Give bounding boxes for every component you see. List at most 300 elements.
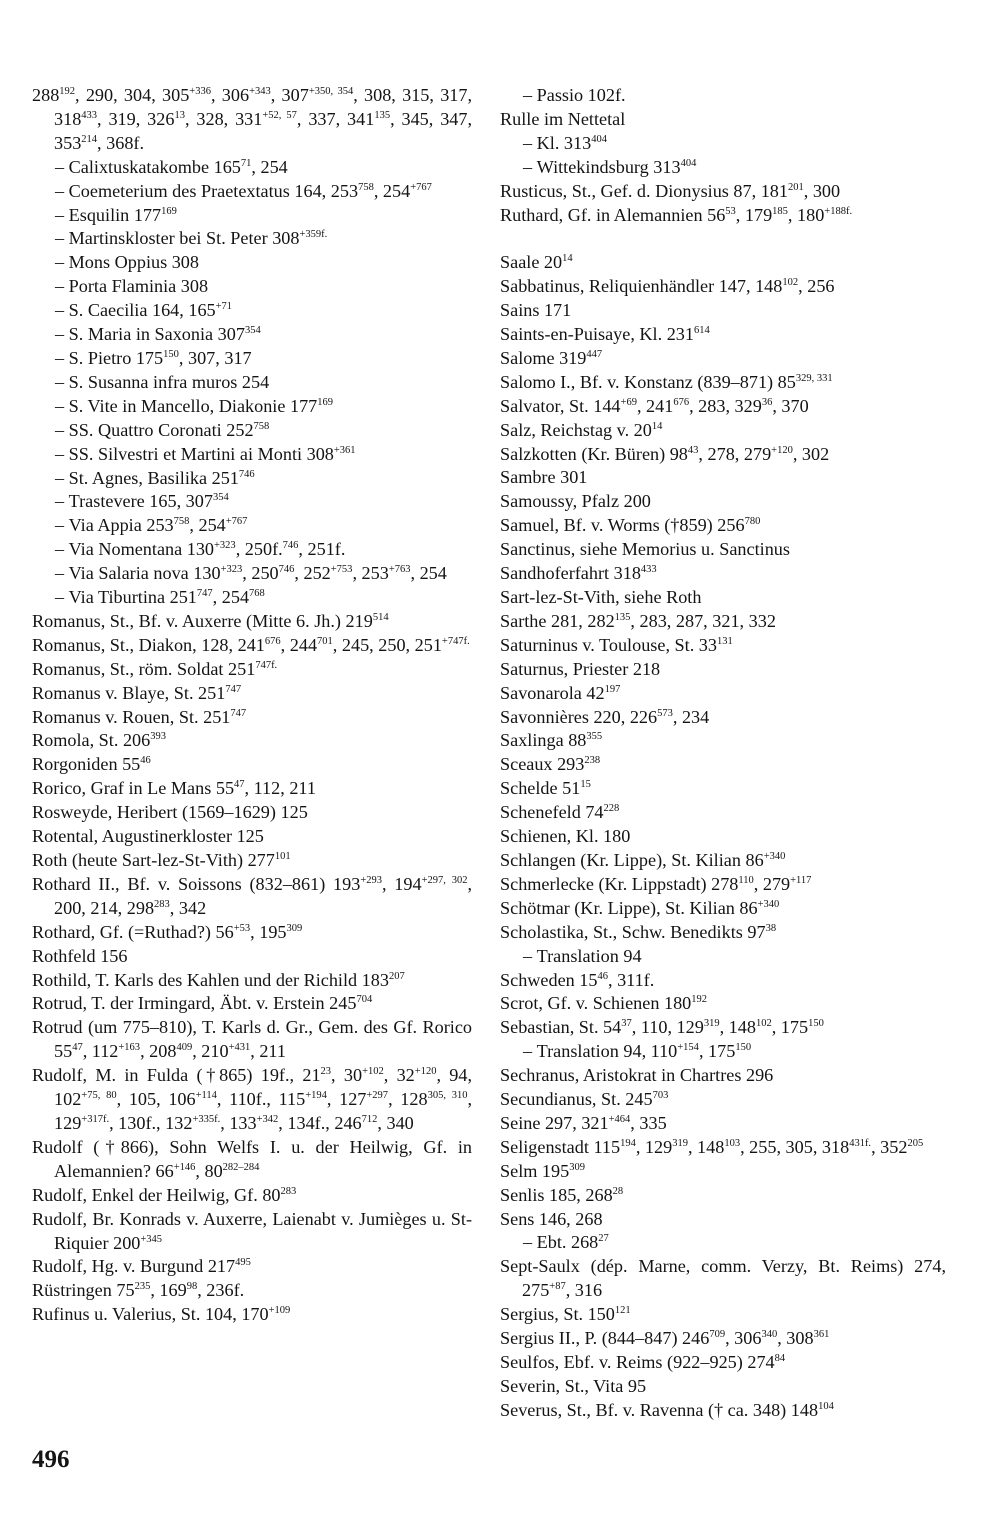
entry-text: Sanctinus, siehe Memorius u. Sanctinus <box>500 539 790 560</box>
footnote-ref: 214 <box>81 133 98 145</box>
footnote-ref: +763 <box>388 564 411 576</box>
index-entry <box>500 419 946 443</box>
footnote-ref: +350, 354 <box>308 86 354 97</box>
footnote-ref: +335f. <box>192 1113 221 1125</box>
footnote-ref: 361 <box>813 1329 830 1341</box>
subentry-dash: – <box>523 945 537 966</box>
entry-text: , 112 <box>82 1041 119 1062</box>
subentry-dash: – <box>523 85 537 105</box>
entry-text: , 308, 315, 317, 318 <box>54 85 473 129</box>
footnote-ref: +53 <box>233 922 251 934</box>
footnote-ref: 703 <box>652 1090 669 1102</box>
index-entry <box>32 969 472 993</box>
footnote-ref: 207 <box>388 970 405 982</box>
entry-text: , 300 <box>803 180 841 201</box>
footnote-ref: 354 <box>244 325 261 337</box>
entry-text: Romanus v. Rouen, St. 251 <box>32 706 231 727</box>
entry-text: , 30 <box>331 1065 363 1086</box>
footnote-ref: 746 <box>238 468 255 480</box>
entry-text: Rosweyde, Heribert (1569–1629) 125 <box>32 802 308 823</box>
entry-text: Schmerlecke (Kr. Lippstadt) 278 <box>500 873 739 894</box>
footnote-ref: 282–284 <box>222 1161 260 1173</box>
entry-text: , 244 <box>280 634 318 655</box>
entry-text: , 342 <box>169 897 207 918</box>
entry-text: , 254 <box>373 180 411 201</box>
index-entry <box>32 753 472 777</box>
footnote-ref: 47 <box>234 779 245 791</box>
footnote-ref: +343 <box>249 86 271 97</box>
entry-text: , 252 <box>294 563 331 584</box>
entry-text: Severin, St., Vita 95 <box>500 1375 647 1396</box>
entry-text: Roth (heute Sart-lez-St-Vith) 277 <box>32 850 275 870</box>
footnote-ref: +323 <box>220 564 243 576</box>
entry-text: , 250 <box>242 563 279 584</box>
footnote-ref: +146 <box>173 1161 196 1173</box>
footnote-ref: 185 <box>772 205 788 217</box>
subentry-dash: – <box>55 539 69 560</box>
footnote-ref: 319 <box>672 1137 688 1149</box>
entry-text: , 316 <box>565 1280 603 1301</box>
entry-text: Translation 94 <box>536 945 642 966</box>
entry-text: Saints-en-Puisaye, Kl. 231 <box>500 324 694 345</box>
entry-text: , 245, 250, 251 <box>332 634 442 655</box>
footnote-ref: +340 <box>757 898 780 910</box>
footnote-ref: +345 <box>140 1233 163 1245</box>
entry-text: Kl. 313 <box>536 132 592 153</box>
entry-text: Samoussy, Pfalz 200 <box>500 491 651 512</box>
entry-text: Rudolf (†866), Sohn Welfs I. u. der Heilwig, Gf. in Alemannien? 66 <box>32 1136 472 1181</box>
entry-text: , 200, 214, 298 <box>54 873 473 918</box>
footnote-ref: 53 <box>725 205 736 217</box>
entry-text: , 319, 326 <box>97 108 175 129</box>
entry-text: Schelde 51 <box>500 778 581 799</box>
index-entry <box>500 1375 946 1399</box>
footnote-ref: +747f. <box>441 635 470 647</box>
index-subentry <box>32 371 472 395</box>
footnote-ref: 197 <box>604 683 621 695</box>
footnote-ref: +52, 57 <box>262 109 297 121</box>
entry-text: Saxlinga 88 <box>500 730 587 751</box>
footnote-ref: 340 <box>761 1329 778 1341</box>
entry-text: , 307, 317 <box>178 347 252 368</box>
entry-text: Sebastian, St. 54 <box>500 1017 622 1038</box>
entry-text: Wittekindsburg 313 <box>536 156 681 177</box>
index-entry <box>500 1208 946 1232</box>
index-entry <box>500 323 946 347</box>
footnote-ref: 747f. <box>255 659 278 671</box>
index-entry <box>500 682 946 706</box>
entry-text: , 256 <box>798 276 835 297</box>
footnote-ref: 447 <box>586 348 603 360</box>
entry-text: , 335 <box>630 1112 667 1133</box>
index-entry <box>500 729 946 753</box>
index-entry <box>32 1064 472 1136</box>
footnote-ref: 192 <box>691 994 708 1006</box>
entry-text: Sart-lez-St-Vith, siehe Roth <box>500 587 702 608</box>
entry-text: Sergius, St. 150 <box>500 1304 615 1325</box>
footnote-ref: 46 <box>140 755 151 767</box>
entry-text: Porta Flaminia 308 <box>68 276 209 297</box>
entry-text: , 130f., 132 <box>109 1112 193 1133</box>
entry-text: Sandhoferfahrt 318 <box>500 563 641 584</box>
subentry-dash: – <box>55 300 69 321</box>
index-subentry <box>32 467 472 491</box>
footnote-ref: +297, 302 <box>421 874 468 886</box>
entry-text: Savonnières 220, 226 <box>500 706 658 727</box>
index-subentry <box>32 323 472 347</box>
subentry-dash: – <box>55 180 69 201</box>
index-entry <box>32 825 472 849</box>
footnote-ref: 131 <box>717 635 733 647</box>
footnote-ref: 47 <box>72 1042 83 1054</box>
index-subentry <box>32 204 472 228</box>
entry-text: , 311f. <box>607 969 655 990</box>
footnote-ref: 712 <box>361 1113 378 1125</box>
footnote-ref: 238 <box>584 755 601 767</box>
footnote-ref: 192 <box>59 86 76 97</box>
footnote-ref: 201 <box>787 181 804 193</box>
index-entry <box>32 1255 472 1279</box>
subentry-dash: – <box>55 515 69 536</box>
index-entry <box>500 299 946 323</box>
subentry-dash: – <box>55 228 69 249</box>
index-entry <box>32 1136 472 1184</box>
footnote-ref: +342 <box>256 1113 279 1125</box>
footnote-ref: 404 <box>591 133 607 145</box>
entry-text: , 302 <box>792 443 830 464</box>
footnote-ref: 701 <box>317 635 333 647</box>
index-entry <box>500 204 946 228</box>
index-entry <box>500 849 946 873</box>
index-entry <box>500 992 946 1016</box>
entry-text: Sergius II., P. (844–847) 246 <box>500 1328 710 1349</box>
footnote-ref: 28 <box>612 1185 624 1197</box>
footnote-ref: 433 <box>640 564 657 576</box>
index-entry <box>500 1255 946 1303</box>
page-number: 496 <box>32 1446 70 1473</box>
footnote-ref: 135 <box>614 611 631 623</box>
entry-text: Rudolf, Br. Konrads v. Auxerre, Laienabt v. Jumièges u. St-Riquier 200 <box>32 1208 472 1253</box>
index-entry <box>32 1184 472 1208</box>
entry-text: Via Appia 253 <box>68 515 174 536</box>
entry-text: , 279 <box>753 873 791 894</box>
entry-text: , 94, 102 <box>54 1065 473 1110</box>
footnote-ref: 169 <box>317 396 334 408</box>
footnote-ref: 758 <box>173 516 190 528</box>
entry-text: Romanus, St., Bf. v. Auxerre (Mitte 6. Jh.) 219 <box>32 610 373 631</box>
index-entry <box>500 1399 946 1423</box>
footnote-ref: 110 <box>738 874 754 886</box>
entry-text: Severus, St., Bf. v. Ravenna († ca. 348) 148 <box>500 1399 819 1420</box>
index-entry <box>32 1279 472 1303</box>
entry-text: SS. Quattro Coronati 252 <box>68 419 254 440</box>
entry-text: , 283, 287, 321, 332 <box>630 610 776 631</box>
entry-text: S. Maria in Saxonia 307 <box>68 324 245 345</box>
index-entry <box>32 706 472 730</box>
index-entry <box>500 1351 946 1375</box>
index-entry <box>500 921 946 945</box>
entry-text: , 290, 304, 305 <box>75 85 190 105</box>
entry-text: , 241 <box>636 395 674 416</box>
footnote-ref: +767 <box>225 516 248 528</box>
footnote-ref: 103 <box>724 1137 741 1149</box>
entry-text: , 306 <box>725 1328 762 1349</box>
footnote-ref: 228 <box>603 803 620 815</box>
entry-text: , 129 <box>54 1089 473 1133</box>
entry-text: Savonarola 42 <box>500 682 605 703</box>
entry-text: Rothild, T. Karls des Kahlen und der Richild 183 <box>32 969 389 990</box>
footnote-ref: 102 <box>755 1018 772 1030</box>
index-entry <box>500 347 946 371</box>
index-entry <box>500 1303 946 1327</box>
entry-text: , 251f. <box>298 539 346 560</box>
index-subentry <box>32 156 472 180</box>
index-subentry <box>32 227 472 251</box>
entry-text: 288 <box>32 85 60 105</box>
footnote-ref: 13 <box>174 109 185 121</box>
entry-text: Ruthard, Gf. in Alemannien 56 <box>500 204 726 225</box>
entry-text: Passio 102f. <box>536 85 626 105</box>
entry-text: , 105, 106 <box>116 1089 196 1110</box>
entry-text: , 175 <box>698 1041 736 1062</box>
subentry-dash: – <box>55 419 69 440</box>
entry-text: , 134f., 246 <box>278 1112 362 1133</box>
footnote-ref: +120 <box>771 444 793 456</box>
footnote-ref: 27 <box>598 1233 609 1245</box>
entry-text: Rusticus, St., Gef. d. Dionysius 87, 181 <box>500 180 788 201</box>
footnote-ref: 309 <box>569 1161 585 1173</box>
footnote-ref: 14 <box>562 253 573 265</box>
footnote-ref: 98 <box>186 1281 198 1293</box>
entry-text: Rufinus u. Valerius, St. 104, 170 <box>32 1304 269 1325</box>
entry-text: , 328, 331 <box>184 108 263 129</box>
index-entry <box>500 1112 946 1136</box>
entry-text: Schenefeld 74 <box>500 802 604 823</box>
footnote-ref: 104 <box>818 1400 834 1412</box>
footnote-ref: 205 <box>907 1137 924 1149</box>
entry-text: Calixtuskatakombe 165 <box>68 156 241 177</box>
entry-text: , 112, 211 <box>244 778 316 799</box>
entry-text: Rothfeld 156 <box>32 945 128 966</box>
footnote-ref: 433 <box>81 109 98 121</box>
entry-text: Samuel, Bf. v. Worms (†859) 256 <box>500 515 745 536</box>
footnote-ref: 354 <box>212 492 229 504</box>
entry-text: , 340 <box>377 1112 414 1133</box>
entry-text: , 80 <box>195 1160 223 1181</box>
entry-text: , 179 <box>735 204 773 225</box>
entry-text: Salzkotten (Kr. Büren) 98 <box>500 443 688 464</box>
entry-text: Schötmar (Kr. Lippe), St. Kilian 86 <box>500 897 758 918</box>
subentry-dash: – <box>55 252 69 273</box>
entry-text: Sechranus, Aristokrat in Chartres 296 <box>500 1065 774 1086</box>
entry-text: Scrot, Gf. v. Schienen 180 <box>500 993 692 1014</box>
entry-text: , 234 <box>672 706 710 727</box>
entry-text: Schienen, Kl. 180 <box>500 826 631 847</box>
subentry-dash: – <box>523 132 537 153</box>
entry-text: , 254 <box>410 563 447 584</box>
entry-text: , 253 <box>352 563 389 584</box>
entry-text: Senlis 185, 268 <box>500 1184 613 1205</box>
entry-text: Rotrud (um 775–810), T. Karls d. Gr., Gem. des Gf. Rorico 55 <box>32 1017 472 1062</box>
entry-text: Sens 146, 268 <box>500 1208 603 1229</box>
footnote-ref: 319 <box>703 1018 720 1030</box>
footnote-ref: 309 <box>286 922 303 934</box>
entry-text: , 194 <box>381 873 422 894</box>
entry-text: , 307 <box>270 85 309 105</box>
footnote-ref: 709 <box>709 1329 726 1341</box>
footnote-ref: 194 <box>620 1137 636 1149</box>
entry-text: , 32 <box>383 1065 415 1086</box>
index-entry <box>32 777 472 801</box>
footnote-ref: +359f. <box>299 229 328 241</box>
footnote-ref: 150 <box>808 1018 824 1030</box>
footnote-ref: 746 <box>278 564 295 576</box>
entry-text: , 306 <box>210 85 250 105</box>
entry-text: Romanus v. Blaye, St. 251 <box>32 682 226 703</box>
index-entry <box>500 466 946 490</box>
index-entry <box>500 371 946 395</box>
index-subentry <box>32 538 472 562</box>
index-entry <box>32 1208 472 1256</box>
footnote-ref: +317f. <box>81 1113 110 1125</box>
footnote-ref: +753 <box>330 564 353 576</box>
index-entry <box>500 777 946 801</box>
entry-text: S. Pietro 175 <box>68 347 164 368</box>
index-subentry <box>500 945 946 969</box>
index-subentry <box>32 180 472 204</box>
entry-text: Sabbatinus, Reliquienhändler 147, 148 <box>500 276 783 297</box>
footnote-ref: +154 <box>677 1042 699 1054</box>
subentry-dash: – <box>523 1232 537 1253</box>
footnote-ref: 169 <box>161 205 177 217</box>
footnote-ref: 495 <box>235 1257 251 1269</box>
subentry-dash: – <box>55 395 69 416</box>
footnote-ref: 431f. <box>849 1137 872 1149</box>
entry-text: Schweden 15 <box>500 969 598 990</box>
index-entry <box>500 610 946 634</box>
entry-text: Esquilin 177 <box>68 204 162 225</box>
footnote-ref: 514 <box>372 611 389 623</box>
footnote-ref: 150 <box>735 1042 752 1054</box>
index-entry <box>500 658 946 682</box>
index-entry <box>500 1088 946 1112</box>
entry-text: , 175 <box>771 1017 809 1038</box>
entry-text: , 148 <box>687 1136 725 1157</box>
index-subentry <box>32 443 472 467</box>
entry-text: , 337, 341 <box>296 108 375 129</box>
entry-text: Rothard II., Bf. v. Soissons (832–861) 193 <box>32 873 361 894</box>
index-entry <box>500 562 946 586</box>
subentry-dash: – <box>55 587 69 608</box>
footnote-ref: 101 <box>274 851 291 862</box>
index-entry <box>500 969 946 993</box>
footnote-ref: 121 <box>614 1305 631 1317</box>
entry-text: Romola, St. 206 <box>32 730 151 751</box>
index-entry <box>500 801 946 825</box>
entry-text: Rorgoniden 55 <box>32 754 141 775</box>
footnote-ref: 46 <box>597 970 608 982</box>
entry-text: Saturnus, Priester 218 <box>500 658 661 679</box>
footnote-ref: +71 <box>215 301 233 313</box>
index-entry <box>32 849 472 873</box>
subentry-dash: – <box>55 371 69 392</box>
entry-text: Sarthe 281, 282 <box>500 610 615 631</box>
index-subentry <box>32 347 472 371</box>
index-column-right <box>500 84 946 1423</box>
footnote-ref: +464 <box>608 1113 631 1125</box>
entry-text: Saale 20 <box>500 252 563 273</box>
footnote-ref: 235 <box>134 1281 151 1293</box>
entry-text: Sains 171 <box>500 300 572 321</box>
index-entry <box>500 1160 946 1184</box>
footnote-ref: +117 <box>790 874 812 886</box>
footnote-ref: 758 <box>253 420 270 432</box>
index-entry <box>500 753 946 777</box>
footnote-ref: +163 <box>118 1042 141 1054</box>
entry-text: Seulfos, Ebf. v. Reims (922–925) 274 <box>500 1352 775 1373</box>
subentry-dash: – <box>55 204 69 225</box>
footnote-ref: +194 <box>305 1090 327 1102</box>
index-entry <box>500 1327 946 1351</box>
footnote-ref: +69 <box>620 396 637 408</box>
index-entry <box>500 1184 946 1208</box>
entry-text: Via Tiburtina 251 <box>68 587 197 608</box>
index-entry <box>500 490 946 514</box>
subentry-dash: – <box>55 324 69 345</box>
footnote-ref: 747 <box>225 683 242 695</box>
footnote-ref: 305, 310 <box>427 1090 468 1102</box>
entry-text: , 254 <box>212 587 250 608</box>
index-entry <box>32 945 472 969</box>
footnote-ref: 404 <box>680 157 697 169</box>
entry-text: Seligenstadt 115 <box>500 1136 621 1157</box>
index-entry <box>32 84 472 156</box>
index-entry <box>500 586 946 610</box>
index-entry <box>500 634 946 658</box>
index-entry <box>32 1303 472 1327</box>
index-subentry <box>32 299 472 323</box>
footnote-ref: +297 <box>366 1090 389 1102</box>
entry-text: Mons Oppius 308 <box>68 252 199 273</box>
entry-text: SS. Silvestri et Martini ai Monti 308 <box>68 443 334 464</box>
subentry-dash: – <box>55 467 69 488</box>
footnote-ref: 23 <box>320 1066 332 1078</box>
entry-text: Salome 319 <box>500 347 587 368</box>
entry-text: Romanus, St., Diakon, 128, 241 <box>32 634 265 655</box>
entry-text: , 133 <box>220 1112 257 1133</box>
index-entry <box>500 1016 946 1040</box>
subentry-dash: – <box>523 156 537 177</box>
entry-text: Martinskloster bei St. Peter 308 <box>68 228 300 249</box>
index-entry <box>500 1064 946 1088</box>
entry-text: , 211 <box>250 1041 286 1062</box>
footnote-ref: +293 <box>360 874 382 886</box>
entry-text: , 308 <box>777 1328 814 1349</box>
footnote-ref: +114 <box>195 1090 217 1102</box>
index-subentry <box>32 251 472 275</box>
entry-text: Via Nomentana 130 <box>68 539 215 560</box>
entry-text: , 208 <box>140 1041 177 1062</box>
entry-text: Schlangen (Kr. Lippe), St. Kilian 86 <box>500 849 764 870</box>
index-entry <box>500 180 946 204</box>
index-entry <box>32 658 472 682</box>
entry-text: , 250f. <box>235 539 283 560</box>
entry-text: Scholastika, St., Schw. Benedikts 97 <box>500 921 766 942</box>
footnote-ref: +188f. <box>824 205 853 217</box>
footnote-ref: 15 <box>580 779 591 791</box>
entry-text: , 110, 129 <box>631 1017 704 1038</box>
footnote-ref: 71 <box>240 157 252 169</box>
